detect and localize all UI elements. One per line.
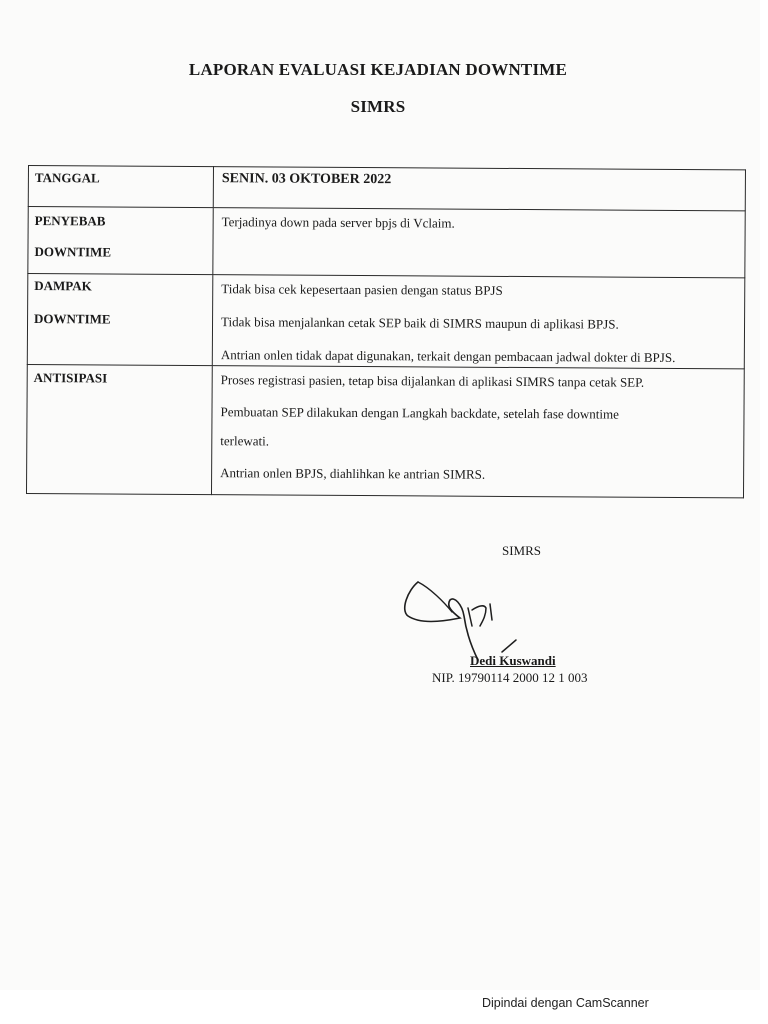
anticipation-value-2: Pembuatan SEP dilakukan dengan Langkah backdate, setelah fase downtime [220,404,619,422]
signatory-nip: NIP. 19790114 2000 12 1 003 [432,670,588,685]
table-row-date [28,166,745,211]
anticipation-label-cell [26,364,212,494]
impact-label-cell [27,274,213,366]
cause-label-line2: DOWNTIME [34,244,112,260]
document-title: LAPORAN EVALUASI KEJADIAN DOWNTIME [188,60,568,79]
evaluation-table [26,165,746,498]
impact-value-3: Antrian onlen tidak dapat digunakan, terkait dengan pembacaan jadwal dokter di BPJS. [220,347,676,365]
cause-label-cell [28,207,213,275]
table-row-anticipation [26,364,744,497]
impact-value-1: Tidak bisa cek kepesertaan pasien dengan status BPJS [221,281,503,298]
impact-value-2: Tidak bisa menjalankan cetak SEP baik di SIMRS maupun di aplikasi BPJS. [221,314,619,332]
signature-unit: SIMRS [502,543,542,558]
anticipation-value-3: Antrian onlen BPJS, diahlihkan ke antrian SIMRS. [220,465,486,482]
anticipation-value-cell [211,366,744,498]
anticipation-label: ANTISIPASI [33,370,108,386]
scanner-watermark: Dipindai dengan CamScanner [482,996,649,1010]
cause-value-cell [213,208,745,278]
signatory-name: Dedi Kuswandi [470,653,556,668]
cause-label-line1: PENYEBAB [34,213,106,229]
date-label: TANGGAL [28,166,213,208]
impact-value-cell [212,275,745,369]
impact-label-line2: DOWNTIME [34,311,111,327]
date-value: SENIN. 03 OKTOBER 2022 [213,167,745,211]
impact-label-line1: DAMPAK [34,278,92,294]
anticipation-value-1: Proses registrasi pasien, tetap bisa dijalankan di aplikasi SIMRS tanpa cetak SEP. [220,372,645,390]
table-row-impact [27,274,745,369]
anticipation-value-2-cont: terlewati. [220,433,270,449]
document-subtitle: SIMRS [350,97,406,116]
table-row-cause [28,207,745,278]
cause-value: Terjadinya down pada server bpjs di Vclaim. [221,214,455,231]
